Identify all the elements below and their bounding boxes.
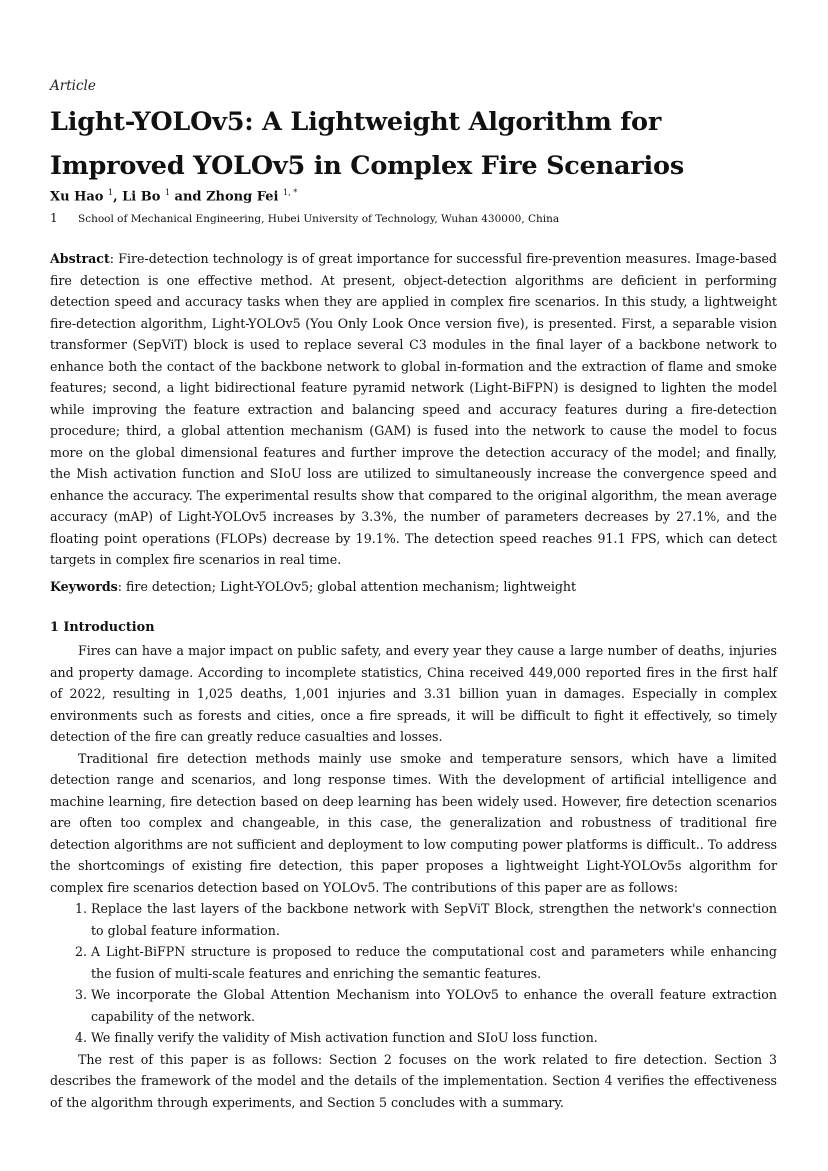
abstract-label: Abstract: [50, 251, 110, 266]
contributions-list: [50, 898, 777, 1049]
contribution-item: 2. A Light-BiFPN structure is proposed to reduce the computational cost and parameters while enhancing the fusion of multi-scale features and enriching the semantic features.: [91, 941, 777, 984]
keywords-text: : fire detection; Light-YOLOv5; global attention mechanism; lightweight: [117, 579, 577, 594]
keywords-label: Keywords: [50, 579, 118, 594]
section-heading: 1 Introduction: [50, 620, 155, 635]
author-affiliation-mark: 1: [164, 188, 171, 197]
affiliation: [50, 211, 559, 225]
contribution-item: 4. We finally verify the validity of Mish activation function and SIoU loss function.: [91, 1027, 777, 1049]
contribution-item: 3. We incorporate the Global Attention Mechanism into YOLOv5 to enhance the overall feature extraction capability of the network.: [91, 984, 777, 1027]
affiliation-number: 1: [50, 211, 58, 225]
contribution-item: 1. Replace the last layers of the backbone network with SepViT Block, strengthen the network's connection to global feature information.: [91, 898, 777, 941]
introduction-body: [50, 640, 777, 1113]
abstract-text: : Fire-detection technology is of great importance for successful fire-prevention measures. Image-based fire detection is one effective method. At present, object-detection algorithms are deficient in performing detection speed and accuracy tasks when they are applied in complex fire scenarios. In this study, a lightweight fire-detection algorithm, Light-YOLOv5 (You Only Look Once version five), is presented. First, a separable vision transformer (SepViT) block is used to replace several C3 modules in the final layer of a backbone network to enhance both the contact of the backbone network to global in-formation and the extraction of flame and smoke features; second, a light bidirectional feature pyramid network (Light-BiFPN) is designed to lighten the model while improving the feature extraction and balancing speed and accuracy features during a fire-detection procedure; third, a global attention mechanism (GAM) is fused into the network to cause the model to focus more on the global dimensional features and further improve the detection accuracy of the model; and finally, the Mish activation function and SIoU loss are utilized to simultaneously increase the convergence speed and enhance the accuracy. The experimental results show that compared to the original algorithm, the mean average accuracy (mAP) of Light-YOLOv5 increases by 3.3%, the number of parameters decreases by 27.1%, and the floating point operations (FLOPs) decrease by 19.1%. The detection speed reaches 91.1 FPS, which can detect targets in complex fire scenarios in real time.: [50, 251, 777, 567]
author-name: Zhong Fei: [206, 189, 279, 205]
author-name: Xu Hao: [50, 189, 104, 205]
paper-title: Light-YOLOv5: A Lightweight Algorithm for Improved YOLOv5 in Complex Fire Scenarios: [50, 107, 684, 181]
article-type-label: Article: [50, 78, 96, 94]
abstract: [50, 248, 777, 571]
author-separator: and: [170, 189, 207, 205]
intro-closing-paragraph: The rest of this paper is as follows: Section 2 focuses on the work related to fire detection. Section 3 describes the framework of the model and the details of the implementation. Section 4 verifies the effectiveness of the algorithm through experiments, and Section 5 concludes with a summary.: [50, 1051, 777, 1110]
author-affiliation-mark: 1: [107, 188, 114, 197]
affiliation-text: School of Mechanical Engineering, Hubei University of Technology, Wuhan 430000, China: [78, 213, 560, 225]
author-separator: ,: [113, 189, 123, 205]
intro-paragraph: Fires can have a major impact on public safety, and every year they cause a large number of deaths, injuries and property damage. According to incomplete statistics, China received 449,000 reported fires in the first half of 2022, resulting in 1,025 deaths, 1,001 injuries and 3.31 billion yuan in damages. Especially in complex environments such as forests and cities, once a fire spreads, it will be difficult to fight it effectively, so timely detection of the fire can greatly reduce casualties and losses.: [50, 643, 777, 744]
author-affiliation-mark: 1, *: [283, 188, 298, 197]
keywords: [50, 576, 777, 598]
intro-paragraph: Traditional fire detection methods mainly use smoke and temperature sensors, which have a limited detection range and scenarios, and long response times. With the development of artificial intelligence and machine learning, fire detection based on deep learning has been widely used. However, fire detection scenarios are often too complex and changeable, in this case, the generalization and robustness of traditional fire detection algorithms are not sufficient and deployment to low computing power platforms is difficult.. To address the shortcomings of existing fire detection, this paper proposes a lightweight Light-YOLOv5s algorithm for complex fire scenarios detection based on YOLOv5. The contributions of this paper are as follows:: [50, 750, 777, 895]
author-list: [50, 188, 297, 204]
author-name: Li Bo: [122, 189, 161, 205]
